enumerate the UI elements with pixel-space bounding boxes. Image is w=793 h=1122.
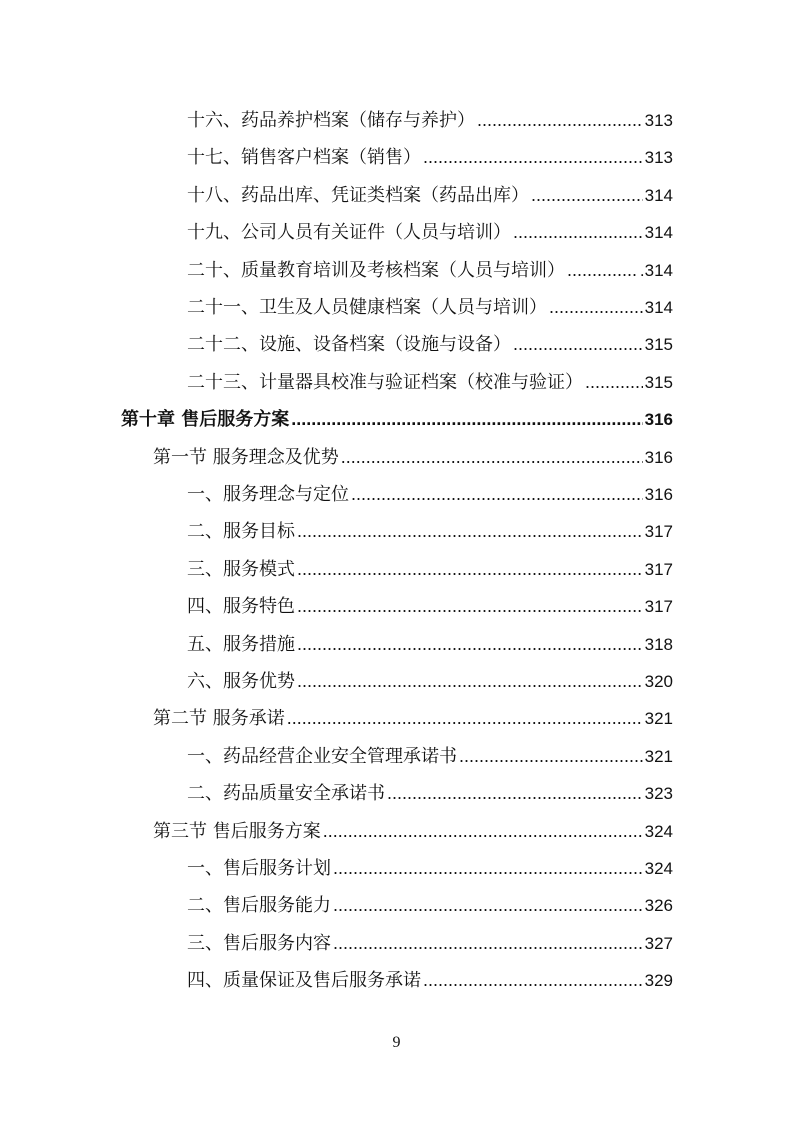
toc-leader-dots xyxy=(459,744,643,768)
toc-leader-dots xyxy=(423,145,643,169)
toc-entry-label: 第三节 售后服务方案 xyxy=(153,820,321,842)
toc-entry-page: 326 xyxy=(644,896,673,916)
toc-leader-dots xyxy=(297,519,643,543)
toc-entry-label: 三、售后服务内容 xyxy=(187,932,331,954)
toc-entry-label: 三、服务模式 xyxy=(187,558,295,580)
toc-entry-page: 324 xyxy=(644,859,673,878)
toc-entry-label: 二、服务目标 xyxy=(187,521,295,543)
toc-entry-label: 十七、销售客户档案（销售） xyxy=(187,147,421,169)
toc-entry[interactable] xyxy=(187,370,673,395)
toc-entry-page: 321 xyxy=(644,709,673,729)
toc-entry-label: 十八、药品出库、凭证类档案（药品出库） xyxy=(187,184,529,206)
toc-entry-page: 314 xyxy=(644,298,673,317)
toc-entry[interactable] xyxy=(187,893,673,918)
toc-entry-label: 十九、公司人员有关证件（人员与培训） xyxy=(187,222,511,244)
toc-leader-dots xyxy=(297,557,643,581)
toc-entry-page: 314 xyxy=(644,185,673,205)
toc-entry-page: 317 xyxy=(644,522,673,542)
toc-leader-dots xyxy=(291,407,642,431)
toc-entry-page: 314 xyxy=(644,223,673,243)
toc-entry-label: 一、服务理念与定位 xyxy=(187,484,349,505)
toc-entry-page: 316 xyxy=(644,447,673,467)
toc-entry[interactable] xyxy=(187,594,673,619)
toc-leader-dots xyxy=(297,669,643,693)
toc-entry-page: 317 xyxy=(644,559,673,579)
toc-entry-page: 320 xyxy=(644,672,673,691)
toc-entry-label: 二、药品质量安全承诺书 xyxy=(187,783,385,805)
toc-entry[interactable] xyxy=(187,632,673,657)
toc-entry[interactable] xyxy=(187,931,673,956)
toc-entry-page: 321 xyxy=(644,746,673,766)
toc-entry-page: 316 xyxy=(644,410,673,430)
toc-entry[interactable] xyxy=(187,332,673,357)
toc-entry[interactable] xyxy=(187,183,673,208)
toc-leader-dots xyxy=(585,370,643,394)
toc-leader-dots xyxy=(513,332,643,356)
toc-entry[interactable] xyxy=(187,856,673,881)
toc-leader-dots xyxy=(297,632,643,656)
toc-entry-page: .314 xyxy=(639,260,673,280)
page-number: 9 xyxy=(392,1034,401,1051)
toc-entry-page: 317 xyxy=(644,597,673,617)
toc-entry[interactable] xyxy=(187,258,673,283)
toc-entry-label: 第十章 售后服务方案 xyxy=(121,409,290,431)
toc-leader-dots xyxy=(297,594,643,618)
toc-entry-page: 313 xyxy=(644,111,673,130)
toc-entry-label: 二十三、计量器具校准与验证档案（校准与验证） xyxy=(187,371,583,393)
toc-leader-dots xyxy=(341,445,643,469)
toc-entry-label: 四、服务特色 xyxy=(187,596,295,618)
toc-entry-page: 329 xyxy=(644,971,673,991)
toc-entry-label: 一、售后服务计划 xyxy=(187,858,331,879)
toc-entry[interactable] xyxy=(187,295,673,320)
toc-entry-page: 315 xyxy=(644,372,673,392)
toc-entry-label: 第二节 服务承诺 xyxy=(153,708,285,730)
toc-entry[interactable] xyxy=(187,669,673,694)
toc-leader-dots xyxy=(423,968,643,992)
toc-entry[interactable] xyxy=(187,519,673,544)
toc-leader-dots xyxy=(513,220,643,244)
toc-entry-label: 五、服务措施 xyxy=(187,633,295,655)
toc-leader-dots xyxy=(333,931,643,955)
toc-entry-page: 318 xyxy=(644,634,673,654)
toc-entry[interactable] xyxy=(187,220,673,245)
toc-leader-dots xyxy=(549,295,643,319)
toc-leader-dots xyxy=(323,819,643,843)
toc-entry-label: 二十一、卫生及人员健康档案（人员与培训） xyxy=(187,297,547,318)
toc-entry-page: 313 xyxy=(644,148,673,168)
toc-entry-label: 第一节 服务理念及优势 xyxy=(153,446,339,468)
toc-leader-dots xyxy=(567,258,638,282)
toc-leader-dots xyxy=(387,781,643,805)
toc-leader-dots xyxy=(351,482,643,506)
toc-leader-dots xyxy=(531,183,643,207)
toc-entry-page: 323 xyxy=(644,784,673,804)
toc-entry[interactable] xyxy=(187,482,673,507)
toc-entry-label: 二十二、设施、设备档案（设施与设备） xyxy=(187,334,511,356)
toc-leader-dots xyxy=(287,706,643,730)
toc-entry[interactable] xyxy=(187,145,673,170)
toc-entry[interactable] xyxy=(121,407,673,432)
toc-entry-page: 315 xyxy=(644,335,673,355)
toc-entry-label: 二十、质量教育培训及考核档案（人员与培训） xyxy=(187,259,565,281)
toc-entry[interactable] xyxy=(153,445,673,470)
toc-entry-page: 327 xyxy=(644,933,673,953)
toc-entry[interactable] xyxy=(187,557,673,582)
toc-entry[interactable] xyxy=(187,968,673,993)
toc-entry-label: 二、售后服务能力 xyxy=(187,895,331,917)
toc-entry[interactable] xyxy=(187,781,673,806)
toc-entry[interactable] xyxy=(153,819,673,844)
toc-leader-dots xyxy=(333,893,643,917)
toc-entry[interactable] xyxy=(187,108,673,133)
toc-entry-label: 一、药品经营企业安全管理承诺书 xyxy=(187,745,457,767)
toc-entry-page: 324 xyxy=(644,821,673,841)
toc-leader-dots xyxy=(333,856,643,880)
toc-entry-page: 316 xyxy=(644,485,673,504)
toc-entry-label: 十六、药品养护档案（储存与养护） xyxy=(187,110,475,131)
toc-entry[interactable] xyxy=(153,706,673,731)
toc-entry[interactable] xyxy=(187,744,673,769)
toc-entry-label: 四、质量保证及售后服务承诺 xyxy=(187,970,421,992)
toc-leader-dots xyxy=(477,108,643,132)
toc-entry-label: 六、服务优势 xyxy=(187,671,295,692)
